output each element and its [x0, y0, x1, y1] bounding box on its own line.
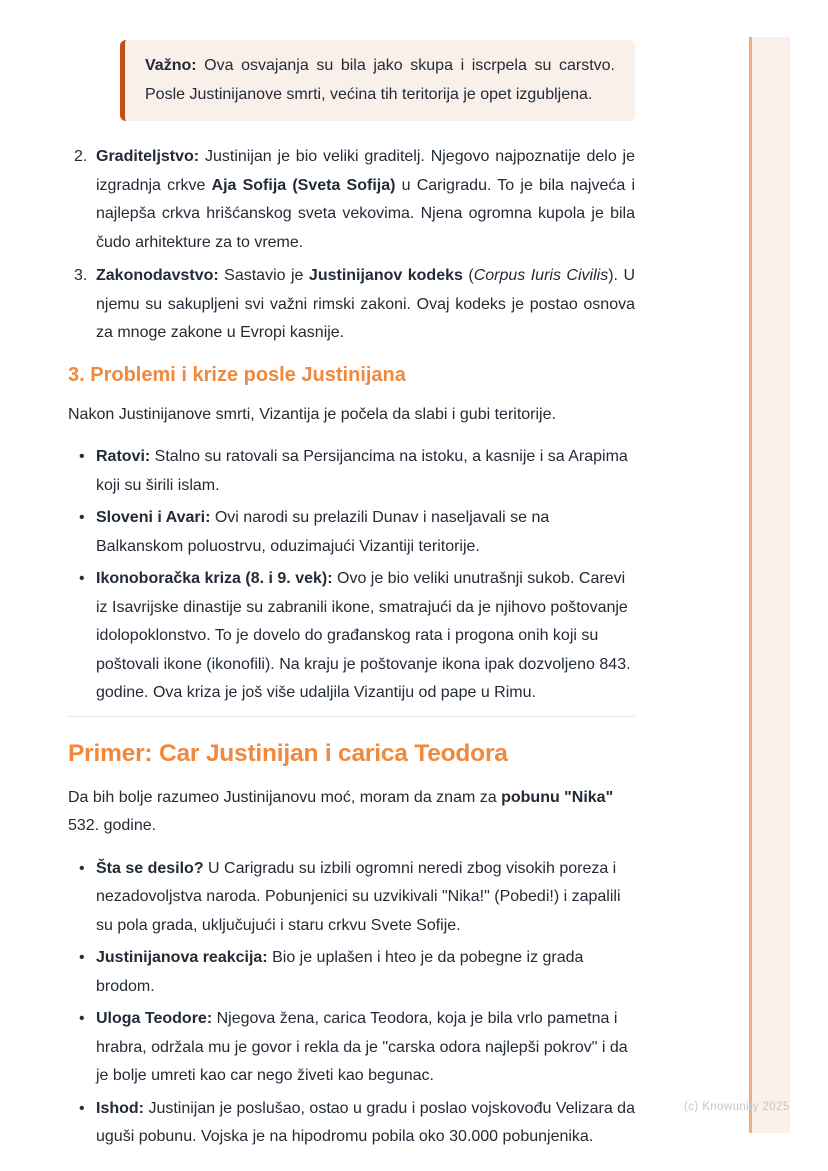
problems-bullet-list [68, 443, 635, 708]
bold-term: Aja Sofija (Sveta Sofija) [211, 176, 396, 194]
section-divider [68, 716, 635, 717]
callout-text: Važno: Ova osvajanja su bila jako skupa i iscrpela su carstvo. Posle Justinijanove smrti, većina tih teritorija je opet izgubljena. [145, 57, 615, 103]
bold-term: pobunu "Nika" [501, 788, 614, 806]
bullet-sloveni-avari: • Sloveni i Avari: Ovi narodi su prelazili Dunav i naseljavali se na Balkanskom poluostrvu, oduzimajući Vizantiji teritorije. [68, 504, 635, 561]
latin-term: Corpus Iuris Civilis [473, 267, 609, 284]
example-heading: Primer: Car Justinijan i carica Teodora [68, 739, 508, 767]
list-number: 3. [74, 267, 88, 284]
bullet-ishod: • Ishod: Justinijan je poslušao, ostao u gradu i poslao vojskovođu Velizara da uguši pobunu. Vojska je na hipodromu pobila oko 30.000 pobunjenika. [68, 1095, 635, 1152]
right-margin-strip [749, 37, 790, 1133]
list-item-zakonodavstvo: 3. Zakonodavstvo: Sastavio je Justinijanov kodeks (Corpus Iuris Civilis). U njemu su sakupljeni svi važni rimski zakoni. Ovaj kodeks je postao osnova za mnoge zakone u Evropi kasnije. [68, 262, 635, 348]
example-bullet-list [68, 855, 635, 1152]
list-item-graditeljstvo: 2. Graditeljstvo: Justinijan je bio veliki graditelj. Njegovo najpoznatije delo je izgradnja crkve Aja Sofija (Sveta Sofija) u Carigradu. To je bila najveća i najlepša crkva hrišćanskog sveta vekovima. Njena ogromna kupola je bila čudo arhitekture za to vreme. [68, 143, 635, 257]
document-content [68, 0, 635, 1156]
bullet-label: Ratovi: [96, 448, 151, 465]
bullet-justinijanova-reakcija: • Justinijanova reakcija: Bio je uplašen i hteo je da pobegne iz grada brodom. [68, 944, 635, 1001]
list-item-label: Graditeljstvo: [96, 148, 200, 165]
section-heading-problemi: 3. Problemi i krize posle Justinijana [68, 363, 406, 386]
bold-term: Justinijanov kodeks [308, 267, 463, 284]
example-intro: Da bih bolje razumeo Justinijanovu moć, moram da znam za pobunu "Nika" 532. godine. [68, 788, 614, 834]
bullet-label: Ishod: [96, 1099, 144, 1117]
list-item-label: Zakonodavstvo: [96, 267, 219, 284]
bullet-uloga-teodore: • Uloga Teodore: Njegova žena, carica Teodora, koja je bila vrlo pametna i hrabra, održala mu je govor i rekla da je "carska odora najlepši pokrov" i da je bolje umreti kao car nego živeti kao begunac. [68, 1005, 635, 1091]
bullet-label: Justinijanova reakcija: [96, 949, 268, 966]
important-callout [120, 40, 635, 121]
bullet-label: Uloga Teodore: [96, 1010, 213, 1027]
bullet-sta-se-desilo: • Šta se desilo? U Carigradu su izbili ogromni neredi zbog visokih poreza i nezadovoljstva naroda. Pobunjenici su uzvikivali "Nika!" (Pobedi!) i zapalili su pola grada, uključujući i staru crkvu Svete Sofije. [68, 855, 635, 941]
bullet-label: Šta se desilo? [96, 859, 204, 877]
list-number: 2. [74, 148, 88, 165]
bullet-label: Sloveni i Avari: [96, 509, 211, 526]
numbered-list [68, 143, 635, 348]
section-intro: Nakon Justinijanove smrti, Vizantija je počela da slabi i gubi teritorije. [68, 405, 556, 423]
callout-label: Važno: [145, 57, 197, 74]
bullet-ikonoboracka-kriza: • Ikonoboračka kriza (8. i 9. vek): Ovo je bio veliki unutrašnji sukob. Carevi iz Isavrijske dinastije su zabranili ikone, smatrajući da je njihovo poštovanje idolopoklonstvo. To je dovelo do građanskog rata i progona onih koji su poštovali ikone (ikonofili). Na kraju je poštovanje ikona ipak dozvoljeno 843. godine. Ova kriza je još više udaljila Vizantiju od pape u Rimu. [68, 565, 635, 708]
watermark: (c) Knowunity 2025 [684, 1101, 790, 1113]
bullet-ratovi: • Ratovi: Stalno su ratovali sa Persijancima na istoku, a kasnije i sa Arapima koji su širili islam. [68, 443, 635, 500]
bullet-label: Ikonoboračka kriza (8. i 9. vek): [96, 570, 333, 587]
